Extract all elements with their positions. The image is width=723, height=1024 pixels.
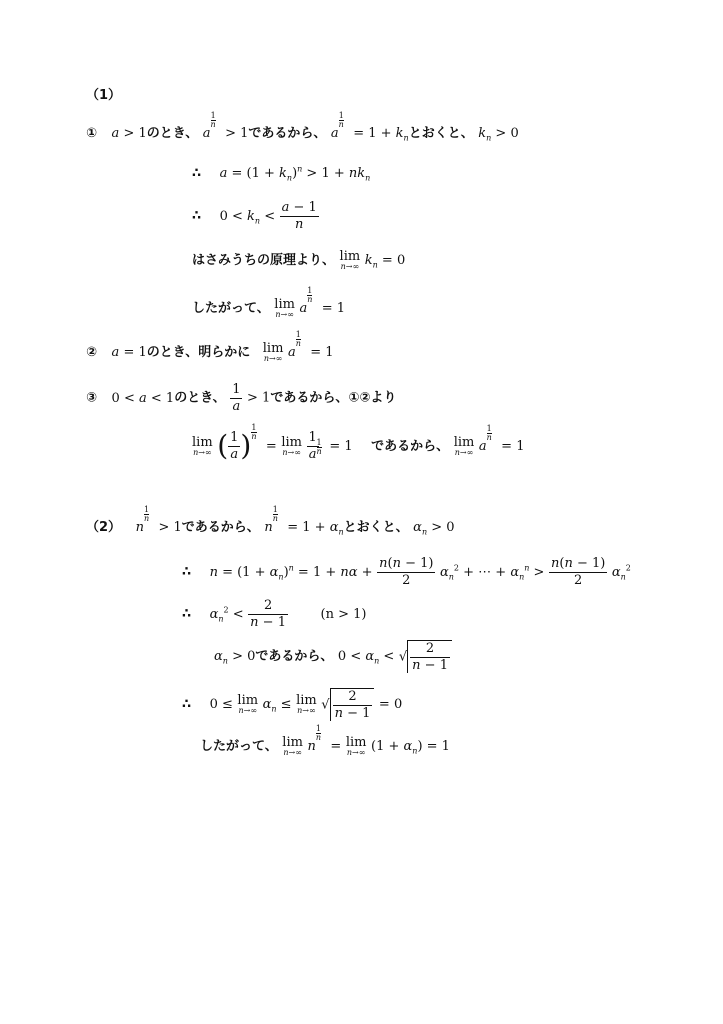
part2-hence-line: したがって、 lim n→∞ n 1 n = lim n→∞ $(1 + \alpha_n) = 1$ [200,724,450,757]
step2-line: ∴ $0 < k_n$ < $\frac{a - 1}{n}$ [192,200,317,232]
part2-step1-line: ∴ $n = (1 + \alpha_n)^n = 1 + n\alpha$ + $\frac{n(n - 1)}{2}$ $\alpha_n^2$ + ⋯ + $\alpha_n^n$ > $\frac{n(n - 1)}{2}$ $\alpha_n^2$ [182,556,631,588]
case3-text-a: のとき、 [174,390,226,406]
case1-text-c: とおくと、 [408,126,474,141]
case3-number: ③ [86,390,98,406]
step1-line: ∴ $a = (1 + k_n)^n > 1 + nk_n$ [192,164,371,183]
part2-text-b: とおくと、 [343,520,409,535]
case1-text-b: であるから、 [248,126,327,141]
therefore-symbol: ∴ [182,697,192,713]
case3-line: ③ 0 < a < 1のとき、 $\frac{1}{a}$ > 1であるから、①②より [86,382,397,414]
case2-text: のとき、明らかに [146,345,251,360]
part2-line: （2） n 1 n > 1であるから、 n 1 n = $1 + \alpha_n$とおくと、 $\alpha_n > 0$ [86,505,455,537]
part2-label: （2） [86,520,122,535]
case2-number: ② [86,345,98,360]
condition-text: (n > 1) [320,606,367,622]
hence-text: したがって、 [192,301,270,316]
therefore-symbol: ∴ [182,564,192,580]
part2-text-a: であるから、 [181,520,260,535]
part2-step3-line: $\alpha_n > 0$であるから、 $0 < \alpha_n$ < √ $\frac{2}{n - 1}$ [214,640,452,673]
therefore-symbol: ∴ [182,606,192,622]
squeeze-line: はさみうちの原理より、 lim n→∞ $k_n = 0$ [192,249,406,271]
part2-step4-line: ∴ 0 ≤ lim n→∞ $\alpha_n$ ≤ lim n→∞ √ $\frac{2}{n - 1}$ = 0 [182,689,403,721]
therefore-symbol: ∴ [192,166,202,181]
hence-text: したがって、 [200,739,278,754]
therefore-symbol: ∴ [192,208,202,224]
hence-line-1: したがって、 lim n→∞ a 1 n = 1 [192,286,346,319]
squeeze-text: はさみうちの原理より、 [192,253,336,268]
case3-text-b: であるから、①②より [270,390,397,406]
part2-step2-line: ∴ $\alpha_n^2$ < $\frac{2}{n - 1}$ (n > 1) [182,598,367,630]
case1-number: ① [86,126,98,141]
case1-text-a: のとき、 [146,126,199,141]
case3-limit-line: lim n→∞ ( $\frac{1}{a}$ ) 1 n = lim n→∞ 1 a 1 n = 1 であるから、 lim n→∞ a 1 n = 1 [192,423,525,463]
case1-line: ① a > 1のとき、 a 1 n > 1であるから、 a 1 n = $1 + k_n$とおくと、 $k_n > 0$ [86,111,519,143]
part1-label: （1） [86,88,122,103]
case3-text-c: であるから、 [371,438,450,454]
case2-line: ② a = 1のとき、明らかに lim n→∞ a 1 n = 1 [86,330,334,363]
part2-text-c: であるから、 [255,649,334,665]
